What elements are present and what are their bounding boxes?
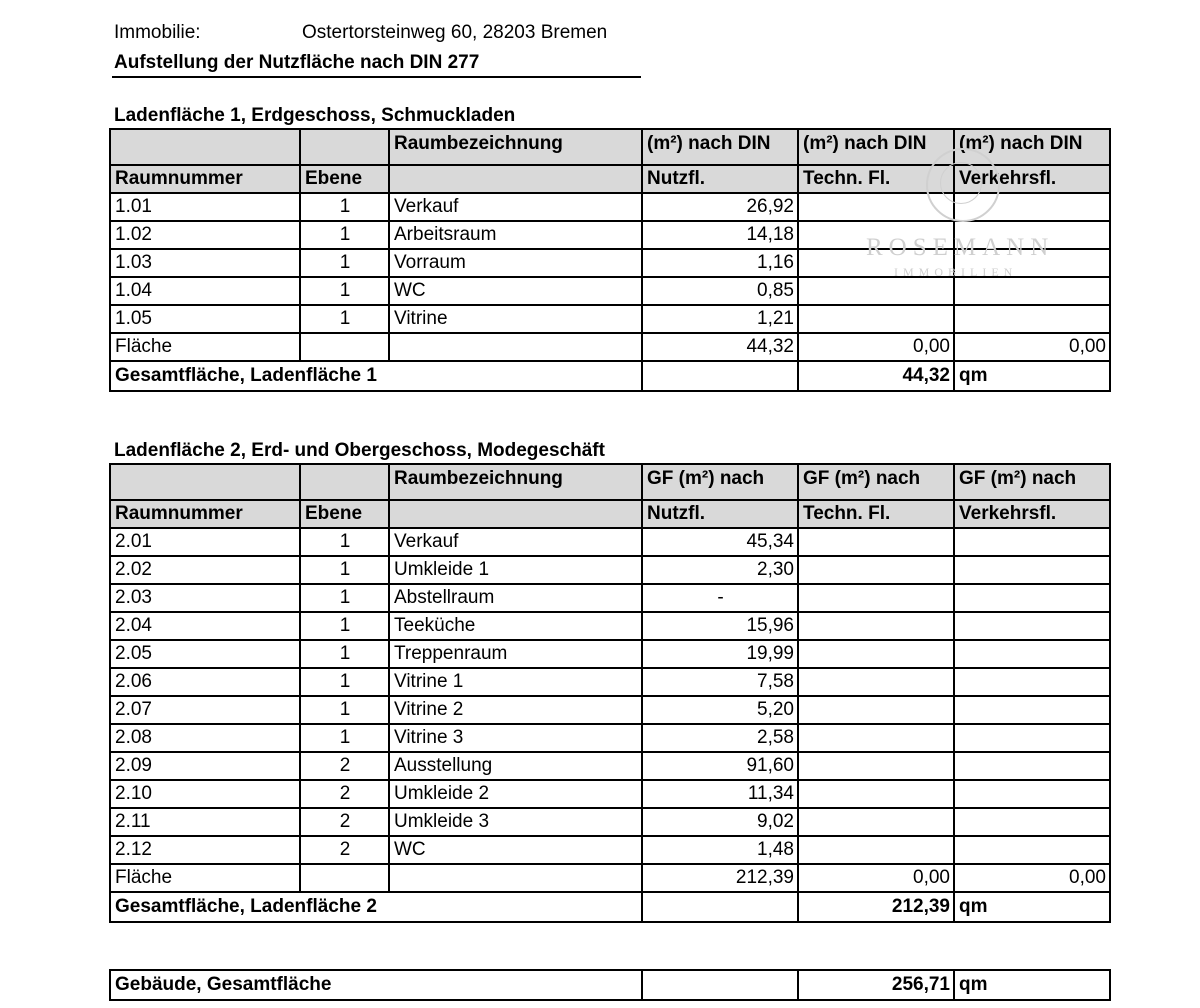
level: 1 xyxy=(300,696,389,724)
circulation-area xyxy=(954,193,1110,221)
usable-area: 1,21 xyxy=(642,305,798,333)
level: 1 xyxy=(300,668,389,696)
table-row xyxy=(110,696,1110,724)
area-table-2 xyxy=(109,463,1111,923)
usable-area: 1,16 xyxy=(642,249,798,277)
room-number: 2.08 xyxy=(110,724,300,752)
subheader-technical-area: Techn. Fl. xyxy=(798,165,954,193)
table-header-row xyxy=(110,129,1110,165)
circulation-area xyxy=(954,305,1110,333)
header-technical-area: (m²) nach DIN xyxy=(798,129,954,165)
room-name: Arbeitsraum xyxy=(389,221,642,249)
watermark-name: ROSEMANN xyxy=(866,234,1055,261)
room-name: Treppenraum xyxy=(389,640,642,668)
sum-row xyxy=(110,864,1110,892)
table-row xyxy=(110,612,1110,640)
circulation-area xyxy=(954,836,1110,864)
total-value: 44,32 xyxy=(798,361,954,391)
room-number: 2.03 xyxy=(110,584,300,612)
total-label: Gesamtfläche, Ladenfläche 2 xyxy=(110,892,642,922)
circulation-area xyxy=(954,277,1110,305)
room-name: WC xyxy=(389,836,642,864)
subheader-room-name xyxy=(389,165,642,193)
room-number: 1.03 xyxy=(110,249,300,277)
room-number: 2.05 xyxy=(110,640,300,668)
technical-area xyxy=(798,556,954,584)
sum-circulation-area: 0,00 xyxy=(954,864,1110,892)
level: 1 xyxy=(300,556,389,584)
room-name: Umkleide 2 xyxy=(389,780,642,808)
usable-area: 14,18 xyxy=(642,221,798,249)
sum-technical-area: 0,00 xyxy=(798,864,954,892)
header-usable-area: GF (m²) nach xyxy=(642,464,798,500)
room-name: Vorraum xyxy=(389,249,642,277)
header-room-name: Raumbezeichnung xyxy=(389,464,642,500)
subheader-circulation-area: Verkehrsfl. xyxy=(954,165,1110,193)
level: 1 xyxy=(300,724,389,752)
technical-area xyxy=(798,752,954,780)
total-unit: qm xyxy=(954,361,1110,391)
technical-area xyxy=(798,221,954,249)
room-name: Umkleide 3 xyxy=(389,808,642,836)
header-room-name: Raumbezeichnung xyxy=(389,129,642,165)
table-subheader-row xyxy=(110,500,1110,528)
room-number: 2.01 xyxy=(110,528,300,556)
section2-title: Ladenfläche 2, Erd- und Obergeschoss, Modegeschäft xyxy=(114,440,605,461)
technical-area xyxy=(798,780,954,808)
table-row xyxy=(110,836,1110,864)
building-total-table xyxy=(109,969,1111,1001)
table-row xyxy=(110,556,1110,584)
technical-area xyxy=(798,724,954,752)
usable-area: 7,58 xyxy=(642,668,798,696)
room-name: Abstellraum xyxy=(389,584,642,612)
level: 1 xyxy=(300,277,389,305)
technical-area xyxy=(798,668,954,696)
room-number: 2.11 xyxy=(110,808,300,836)
header-circulation-area: GF (m²) nach xyxy=(954,464,1110,500)
room-name: Verkauf xyxy=(389,193,642,221)
usable-area: 2,30 xyxy=(642,556,798,584)
sum-room-name xyxy=(389,333,642,361)
building-total-unit: qm xyxy=(954,970,1110,1000)
technical-area xyxy=(798,640,954,668)
table-row xyxy=(110,724,1110,752)
usable-area: - xyxy=(642,584,798,612)
sum-usable-area: 212,39 xyxy=(642,864,798,892)
subheader-level: Ebene xyxy=(300,165,389,193)
room-number: 2.10 xyxy=(110,780,300,808)
subheader-room-number: Raumnummer xyxy=(110,165,300,193)
table-row xyxy=(110,528,1110,556)
total-row xyxy=(110,892,1110,922)
technical-area xyxy=(798,584,954,612)
building-total-empty xyxy=(642,970,798,1000)
room-name: Ausstellung xyxy=(389,752,642,780)
technical-area xyxy=(798,612,954,640)
level: 2 xyxy=(300,836,389,864)
header-technical-area: GF (m²) nach xyxy=(798,464,954,500)
technical-area xyxy=(798,696,954,724)
subheader-usable-area: Nutzfl. xyxy=(642,500,798,528)
level: 1 xyxy=(300,221,389,249)
table-row xyxy=(110,221,1110,249)
room-name: Verkauf xyxy=(389,528,642,556)
room-name: WC xyxy=(389,277,642,305)
room-number: 2.07 xyxy=(110,696,300,724)
table-row xyxy=(110,584,1110,612)
circulation-area xyxy=(954,780,1110,808)
sum-usable-area: 44,32 xyxy=(642,333,798,361)
technical-area xyxy=(798,305,954,333)
sum-level xyxy=(300,333,389,361)
level: 1 xyxy=(300,640,389,668)
level: 2 xyxy=(300,808,389,836)
circulation-area xyxy=(954,528,1110,556)
level: 2 xyxy=(300,752,389,780)
sum-row xyxy=(110,333,1110,361)
usable-area: 2,58 xyxy=(642,724,798,752)
room-number: 2.12 xyxy=(110,836,300,864)
table-row xyxy=(110,752,1110,780)
page-title: Aufstellung der Nutzfläche nach DIN 277 xyxy=(114,52,480,73)
subheader-level: Ebene xyxy=(300,500,389,528)
level: 1 xyxy=(300,528,389,556)
building-total-label: Gebäude, Gesamtfläche xyxy=(110,970,642,1000)
building-total-row xyxy=(110,970,1110,1000)
room-number: 2.06 xyxy=(110,668,300,696)
subheader-technical-area: Techn. Fl. xyxy=(798,500,954,528)
total-empty xyxy=(642,892,798,922)
room-name: Umkleide 1 xyxy=(389,556,642,584)
header-level xyxy=(300,464,389,500)
technical-area xyxy=(798,528,954,556)
circulation-area xyxy=(954,808,1110,836)
circulation-area xyxy=(954,724,1110,752)
level: 1 xyxy=(300,612,389,640)
table-row xyxy=(110,640,1110,668)
table-row xyxy=(110,193,1110,221)
sum-circulation-area: 0,00 xyxy=(954,333,1110,361)
property-label: Immobilie: xyxy=(114,22,201,43)
circulation-area xyxy=(954,221,1110,249)
level: 1 xyxy=(300,305,389,333)
table-row xyxy=(110,808,1110,836)
level: 1 xyxy=(300,249,389,277)
circulation-area xyxy=(954,668,1110,696)
circulation-area xyxy=(954,249,1110,277)
section1-title: Ladenfläche 1, Erdgeschoss, Schmuckladen xyxy=(114,105,516,126)
header-usable-area: (m²) nach DIN xyxy=(642,129,798,165)
circulation-area xyxy=(954,584,1110,612)
usable-area: 9,02 xyxy=(642,808,798,836)
room-name: Vitrine 2 xyxy=(389,696,642,724)
circulation-area xyxy=(954,612,1110,640)
technical-area xyxy=(798,193,954,221)
total-unit: qm xyxy=(954,892,1110,922)
circulation-area xyxy=(954,696,1110,724)
room-name: Vitrine 1 xyxy=(389,668,642,696)
usable-area: 45,34 xyxy=(642,528,798,556)
room-number: 1.01 xyxy=(110,193,300,221)
subheader-room-name xyxy=(389,500,642,528)
subheader-circulation-area: Verkehrsfl. xyxy=(954,500,1110,528)
total-label: Gesamtfläche, Ladenfläche 1 xyxy=(110,361,642,391)
usable-area: 5,20 xyxy=(642,696,798,724)
room-name: Vitrine 3 xyxy=(389,724,642,752)
technical-area xyxy=(798,836,954,864)
room-number: 1.05 xyxy=(110,305,300,333)
table-row xyxy=(110,668,1110,696)
room-number: 1.02 xyxy=(110,221,300,249)
room-number: 2.09 xyxy=(110,752,300,780)
sum-level xyxy=(300,864,389,892)
circulation-area xyxy=(954,556,1110,584)
title-underline xyxy=(112,76,641,78)
usable-area: 91,60 xyxy=(642,752,798,780)
usable-area: 26,92 xyxy=(642,193,798,221)
technical-area xyxy=(798,808,954,836)
area-table-1 xyxy=(109,128,1111,392)
room-number: 2.02 xyxy=(110,556,300,584)
circulation-area xyxy=(954,752,1110,780)
circulation-area xyxy=(954,640,1110,668)
table-header-row xyxy=(110,464,1110,500)
sum-room-number: Fläche xyxy=(110,333,300,361)
sum-technical-area: 0,00 xyxy=(798,333,954,361)
building-total-value: 256,71 xyxy=(798,970,954,1000)
usable-area: 15,96 xyxy=(642,612,798,640)
room-number: 2.04 xyxy=(110,612,300,640)
total-empty xyxy=(642,361,798,391)
subheader-room-number: Raumnummer xyxy=(110,500,300,528)
table-row xyxy=(110,277,1110,305)
header-level xyxy=(300,129,389,165)
usable-area: 19,99 xyxy=(642,640,798,668)
property-address: Ostertorsteinweg 60, 28203 Bremen xyxy=(302,22,608,43)
header-room-number xyxy=(110,129,300,165)
usable-area: 11,34 xyxy=(642,780,798,808)
sum-room-name xyxy=(389,864,642,892)
room-name: Teeküche xyxy=(389,612,642,640)
usable-area: 0,85 xyxy=(642,277,798,305)
table-subheader-row xyxy=(110,165,1110,193)
header-room-number xyxy=(110,464,300,500)
technical-area xyxy=(798,277,954,305)
usable-area: 1,48 xyxy=(642,836,798,864)
sum-room-number: Fläche xyxy=(110,864,300,892)
room-name: Vitrine xyxy=(389,305,642,333)
header-circulation-area: (m²) nach DIN xyxy=(954,129,1110,165)
level: 1 xyxy=(300,193,389,221)
watermark-subtitle: IMMOBILIEN xyxy=(894,265,1018,279)
subheader-usable-area: Nutzfl. xyxy=(642,165,798,193)
technical-area xyxy=(798,249,954,277)
level: 1 xyxy=(300,584,389,612)
level: 2 xyxy=(300,780,389,808)
table-row xyxy=(110,305,1110,333)
total-value: 212,39 xyxy=(798,892,954,922)
total-row xyxy=(110,361,1110,391)
table-row xyxy=(110,249,1110,277)
table-row xyxy=(110,780,1110,808)
room-number: 1.04 xyxy=(110,277,300,305)
